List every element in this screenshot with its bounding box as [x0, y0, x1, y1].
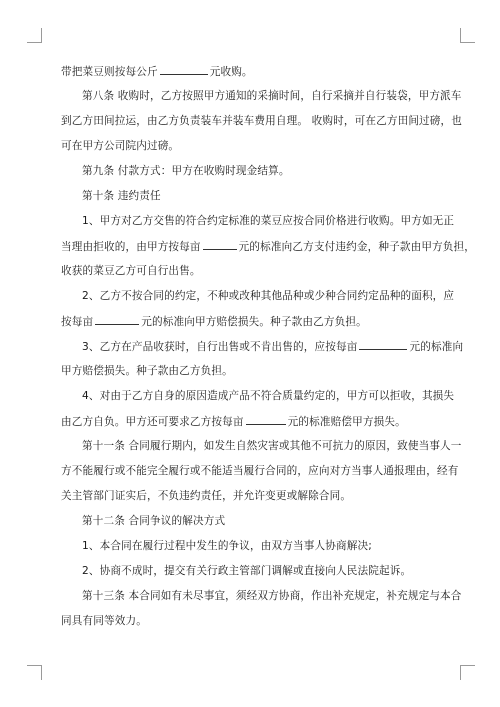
line-text: 到乙方田间拉运，由乙方负责装车并装车费用自理。 收购时，可在乙方田间过磅，也 — [61, 115, 463, 127]
line-text: 1、本合同在履行过程中发生的争议，由双方当事人协商解决; — [82, 540, 372, 552]
text-line — [61, 114, 463, 128]
clause-line — [61, 389, 455, 403]
text-line — [61, 489, 443, 503]
clause-line — [61, 339, 464, 353]
line-text: 甲方赔偿损失。种子款由乙方负担。 — [61, 365, 233, 377]
article-9-line — [61, 164, 443, 178]
line-text: 第十一条 合同履行期内，如发生自然灾害或其他不可抗力的原因，致使当事人一 — [82, 440, 462, 452]
text-line — [61, 64, 443, 78]
text-line — [61, 139, 443, 153]
line-text: 第十三条 本合同如有未尽事宜，须经双方协商，作出补充规定，补充规定与本合 — [82, 590, 462, 602]
line-text: 1、甲方对乙方交售的符合约定标准的菜豆应按合同价格进行收购。甲方如无正 — [82, 215, 455, 227]
crop-mark-top-right — [460, 28, 475, 43]
line-text: 关主管部门证实后，不负违约责任，并允许变更或解除合同。 — [61, 490, 352, 502]
line-text: 当理由拒收的，由甲方按每亩 — [61, 241, 201, 253]
text-line — [61, 414, 443, 428]
line-text: 2、乙方不按合同的约定，不种或改种其他品种或少种合同约定品种的面积，应 — [82, 290, 455, 302]
crop-mark-bottom-right — [460, 665, 475, 680]
line-text: 元的标准向甲方赔偿损失。种子款由乙方负担。 — [141, 316, 367, 328]
line-text: 按每亩 — [61, 316, 94, 328]
line-text: 收获的菜豆乙方可自行出售。 — [61, 265, 201, 277]
line-text: 第九条 付款方式：甲方在收购时现金结算。 — [82, 165, 290, 177]
text-line — [61, 614, 443, 628]
line-text: 元的标准向 — [409, 341, 464, 353]
crop-mark-bottom-left — [27, 665, 42, 680]
line-text: 第十条 违约责任 — [82, 190, 161, 202]
crop-mark-top-left — [27, 28, 42, 43]
text-line — [61, 264, 443, 278]
fill-in-blank — [203, 239, 237, 250]
document-body — [61, 64, 476, 628]
fill-in-blank — [95, 314, 139, 325]
line-text: 元的标准赔偿甲方损失。 — [287, 416, 406, 428]
article-13-line — [61, 589, 462, 603]
line-text: 带把菜豆则按每公斤 — [61, 66, 158, 78]
fill-in-blank — [359, 339, 407, 350]
line-text: 元的标准向乙方支付违约金，种子款由甲方负担， — [238, 241, 476, 253]
article-12-heading — [61, 514, 443, 528]
clause-line — [61, 214, 455, 228]
article-10-heading — [61, 189, 443, 203]
line-text: 4、对由于乙方自身的原因造成产品不符合质量约定的，甲方可以拒收，其损失 — [82, 390, 455, 402]
fill-in-blank — [246, 414, 286, 425]
text-line — [61, 364, 443, 378]
line-text: 元收购。 — [209, 66, 253, 78]
line-text: 第八条 收购时，乙方按照甲方通知的采摘时间，自行采摘并自行装袋，甲方派车 — [82, 90, 462, 102]
text-line — [61, 464, 459, 478]
fill-in-blank — [160, 64, 208, 75]
line-text: 可在甲方公司院内过磅。 — [61, 140, 180, 152]
clause-line — [61, 289, 455, 303]
clause-line — [61, 539, 443, 553]
text-line — [61, 239, 476, 253]
line-text: 由乙方自负。甲方还可要求乙方按每亩 — [61, 416, 244, 428]
article-8-line — [61, 89, 462, 103]
line-text: 2、协商不成时，提交有关行政主管部门调解或直接向人民法院起诉。 — [82, 565, 412, 577]
article-11-line — [61, 439, 462, 453]
line-text: 同具有同等效力。 — [61, 615, 147, 627]
clause-line — [61, 564, 443, 578]
line-text: 第十二条 合同争议的解决方式 — [82, 515, 226, 527]
line-text: 3、乙方在产品收获时，自行出售或不肯出售的，应按每亩 — [82, 341, 358, 353]
text-line — [61, 314, 443, 328]
line-text: 方不能履行或不能完全履行或不能适当履行合同的，应向对方当事人通报理由，经有 — [61, 465, 459, 477]
